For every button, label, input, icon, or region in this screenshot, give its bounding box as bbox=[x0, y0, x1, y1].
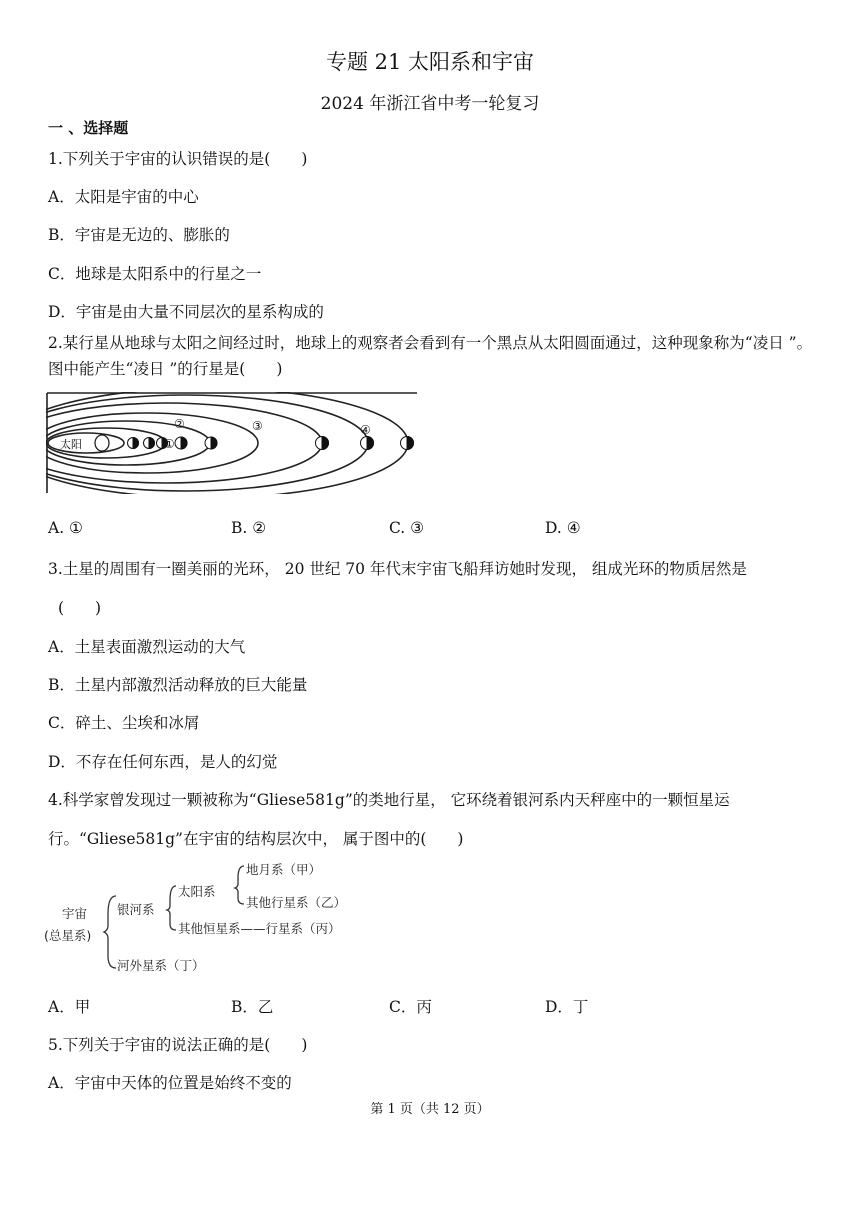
universe-hierarchy-diagram bbox=[40, 856, 380, 980]
q3-option-d: D．不存在任何东西，是人的幻觉 bbox=[48, 753, 278, 771]
solar-system-label: 太阳系 bbox=[178, 884, 216, 899]
q3-option-a: A．土星表面激烈运动的大气 bbox=[48, 638, 246, 656]
page-footer: 第 1 页（共 12 页） bbox=[370, 1102, 490, 1117]
question-3-stem: 3.土星的周围有一圈美丽的光环， 20 世纪 70 年代末宇宙飞船拜访她时发现， 组成光环的物质居然是 bbox=[48, 560, 747, 578]
q4-option-d: D．丁 bbox=[545, 998, 589, 1016]
q4-option-b: B．乙 bbox=[231, 998, 274, 1016]
q4-option-c: C．丙 bbox=[389, 998, 432, 1016]
q3-option-b: B．土星内部激烈活动释放的巨大能量 bbox=[48, 676, 308, 694]
question-5-stem: 5.下列关于宇宙的说法正确的是( ) bbox=[48, 1036, 308, 1054]
root-label: 宇宙 bbox=[62, 906, 88, 921]
galaxy-label: 银河系 bbox=[117, 902, 155, 917]
earth-moon-system-label: 地月系（甲） bbox=[246, 862, 322, 877]
question-3-blank: ( ) bbox=[58, 599, 102, 617]
question-4-stem-line2: 行。“Gliese581g”在宇宙的结构层次中， 属于图中的( ) bbox=[48, 830, 464, 848]
q2-option-a: A. ① bbox=[48, 519, 83, 537]
page-title: 专题 21 太阳系和宇宙 bbox=[325, 50, 535, 74]
root-sub-label: (总星系) bbox=[44, 928, 92, 943]
extragalactic-label: 河外星系（丁） bbox=[117, 958, 205, 973]
marker-1: ① bbox=[164, 437, 175, 451]
q1-option-a: A．太阳是宇宙的中心 bbox=[48, 188, 199, 206]
bracket-lines bbox=[104, 866, 244, 968]
q2-option-d: D. ④ bbox=[545, 519, 581, 537]
marker-3: ③ bbox=[252, 419, 263, 433]
solar-system-orbit-figure bbox=[46, 392, 418, 494]
q5-option-a: A．宇宙中天体的位置是始终不变的 bbox=[48, 1074, 292, 1092]
sun-icon bbox=[95, 435, 109, 451]
other-stars-label: 其他恒星系——行星系（丙） bbox=[178, 921, 341, 936]
question-2-stem: 2.某行星从地球与太阳之间经过时，地球上的观察者会看到有一个黑点从太阳圆面通过，这种现象称为“凌日 ”。图中能产生“凌日 ”的行星是( ) bbox=[48, 334, 813, 378]
sun-label: 太阳 bbox=[60, 438, 82, 451]
q2-option-b: B. ② bbox=[231, 519, 267, 537]
q2-option-c: C. ③ bbox=[389, 519, 425, 537]
q4-option-a: A．甲 bbox=[48, 998, 91, 1016]
marker-2: ② bbox=[174, 417, 185, 431]
page-subtitle: 2024 年浙江省中考一轮复习 bbox=[320, 94, 540, 114]
q3-option-c: C．碎土、尘埃和冰屑 bbox=[48, 714, 200, 732]
q1-option-b: B．宇宙是无边的、膨胀的 bbox=[48, 226, 230, 244]
question-1-stem: 1.下列关于宇宙的认识错误的是( ) bbox=[48, 150, 308, 168]
q1-option-c: C．地球是太阳系中的行星之一 bbox=[48, 265, 262, 283]
other-planets-label: 其他行星系（乙） bbox=[246, 895, 347, 910]
question-4-stem: 4.科学家曾发现过一颗被称为“Gliese581g”的类地行星， 它环绕着银河系内天秤座中的一颗恒星运 bbox=[48, 791, 730, 809]
q1-option-d: D．宇宙是由大量不同层次的星系构成的 bbox=[48, 303, 324, 321]
section-heading: 一 、选择题 bbox=[48, 119, 129, 137]
marker-4: ④ bbox=[360, 423, 371, 437]
